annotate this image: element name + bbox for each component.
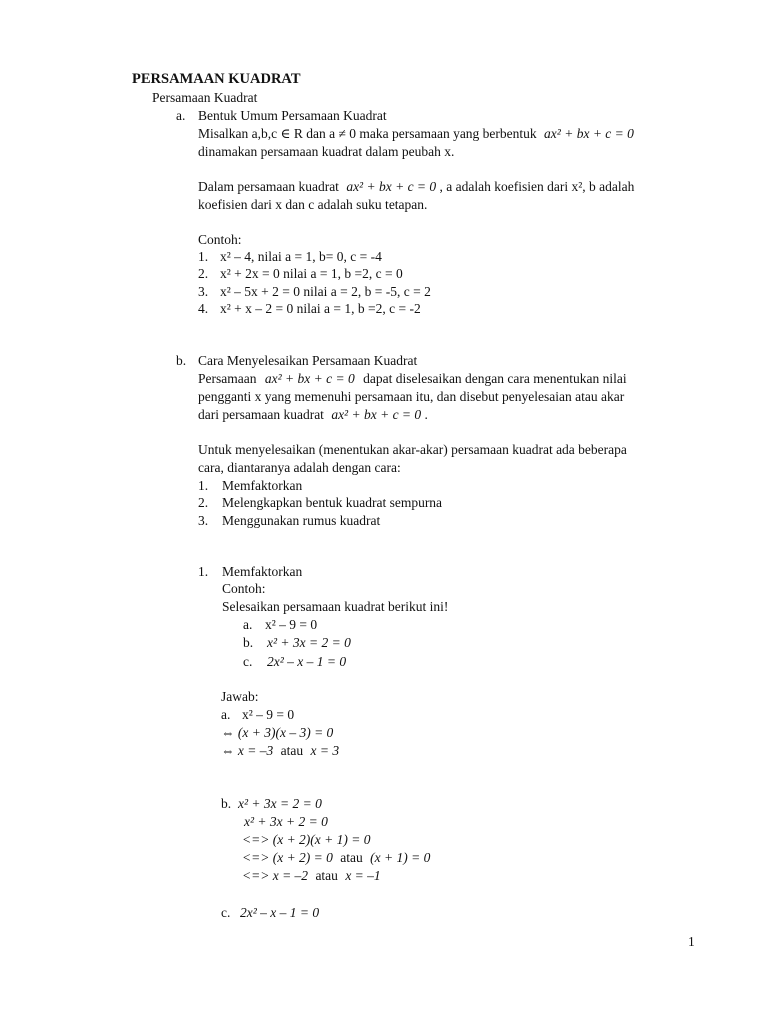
example-text: x² + x – 2 = 0 nilai a = 1, b =2, c = -2 [220,301,421,316]
solution-b-step-4 [242,849,430,867]
example-text: x² – 4, nilai a = 1, b= 0, c = -4 [220,249,382,264]
root-value-1: <=> x = –2 [242,868,309,883]
solve-text-pre: Persamaan [198,371,257,386]
section-a-marker: a. [176,108,186,123]
coefficient-text-pre: Dalam persamaan kuadrat [198,179,339,194]
method-1-instruction: Selesaikan persamaan kuadrat berikut ini! [222,599,449,614]
solution-b-step-5 [242,867,381,885]
problem-equation: 2x² – x – 1 = 0 [267,654,347,669]
problem-equation: x² + 3x = 2 = 0 [267,635,351,650]
example-text: x² + 2x = 0 nilai a = 1, b =2, c = 0 [220,266,403,281]
root-equation: ax² + bx + c = 0 [331,407,422,422]
method-1-marker: 1. [198,564,209,579]
factor-2-zero: (x + 1) = 0 [370,850,431,865]
atau-word: atau [315,868,338,883]
method-1-contoh: Contoh: [222,581,266,596]
method-number: 3. [198,513,209,528]
section-a-line-1 [198,125,634,143]
section-b-line-2: pengganti x yang memenuhi persamaan itu, dan disebut penyelesaian atau akar [198,389,625,404]
section-a-line-3 [198,178,634,196]
atau-word: atau [340,850,363,865]
problem-marker: b. [243,635,254,650]
root-text-pre: dari persamaan kuadrat [198,407,324,422]
example-number: 3. [198,284,209,299]
solution-a-marker: a. [221,707,231,722]
solve-text-post: dapat diselesaikan dengan cara menentukan nilai [363,371,627,386]
example-number: 2. [198,266,209,281]
root-value-1: ⇔ x = –3 [221,743,274,758]
solution-a-step-3 [221,742,339,760]
root-value-2: x = –1 [345,868,381,883]
section-a-line-4: koefisien dari x dan c adalah suku tetapan. [198,197,428,212]
general-form-equation: ax² + bx + c = 0 [544,126,634,141]
root-value-2: x = 3 [310,743,340,758]
problem-marker: a. [243,617,253,632]
section-a-heading: Bentuk Umum Persamaan Kuadrat [198,108,387,123]
solution-c-marker: c. [221,905,231,920]
section-b-heading: Cara Menyelesaikan Persamaan Kuadrat [198,353,418,368]
coefficient-equation: ax² + bx + c = 0 [346,179,437,194]
factor-1-zero: <=> (x + 2) = 0 [242,850,333,865]
solution-c-step-1: 2x² – x – 1 = 0 [240,905,320,920]
solution-b-marker: b. [221,796,232,811]
example-text: x² – 5x + 2 = 0 nilai a = 2, b = -5, c = 2 [220,284,431,299]
section-b-line-3 [198,406,428,424]
solution-b-step-1: x² + 3x = 2 = 0 [238,796,322,811]
method-text: Memfaktorkan [222,478,303,493]
general-form-text: Misalkan a,b,c ∈ R dan a ≠ 0 maka persamaan yang berbentuk [198,126,537,141]
example-number: 4. [198,301,209,316]
solution-b-step-3: <=> (x + 2)(x + 1) = 0 [242,832,371,847]
atau-word: atau [280,743,304,758]
example-number: 1. [198,249,209,264]
method-number: 2. [198,495,209,510]
section-subtitle: Persamaan Kuadrat [152,90,258,105]
coefficient-text-post: , a adalah koefisien dari x², b adalah [439,179,635,194]
jawab-label: Jawab: [221,689,259,704]
page-number: 1 [688,934,695,949]
solution-a-step-2: ⇔ (x + 3)(x – 3) = 0 [221,725,334,740]
page-title: PERSAMAAN KUADRAT [132,71,301,87]
method-1-heading: Memfaktorkan [222,564,303,579]
method-text: Melengkapkan bentuk kuadrat sempurna [222,495,443,510]
section-a-line-2: dinamakan persamaan kuadrat dalam peubah x. [198,144,455,159]
section-b-line-5: cara, diantaranya adalah dengan cara: [198,460,401,475]
solution-a-step-1: x² – 9 = 0 [242,707,295,722]
problem-equation: x² – 9 = 0 [265,617,318,632]
method-text: Menggunakan rumus kuadrat [222,513,381,528]
section-b-line-4: Untuk menyelesaikan (menentukan akar-akar) persamaan kuadrat ada beberapa [198,442,627,457]
problem-marker: c. [243,654,253,669]
section-b-line-1 [198,370,627,388]
solve-equation: ax² + bx + c = 0 [264,371,355,386]
method-number: 1. [198,478,209,493]
solution-b-step-2: x² + 3x + 2 = 0 [244,814,328,829]
root-text-post: . [424,407,428,422]
contoh-label: Contoh: [198,232,242,247]
section-b-marker: b. [176,353,187,368]
